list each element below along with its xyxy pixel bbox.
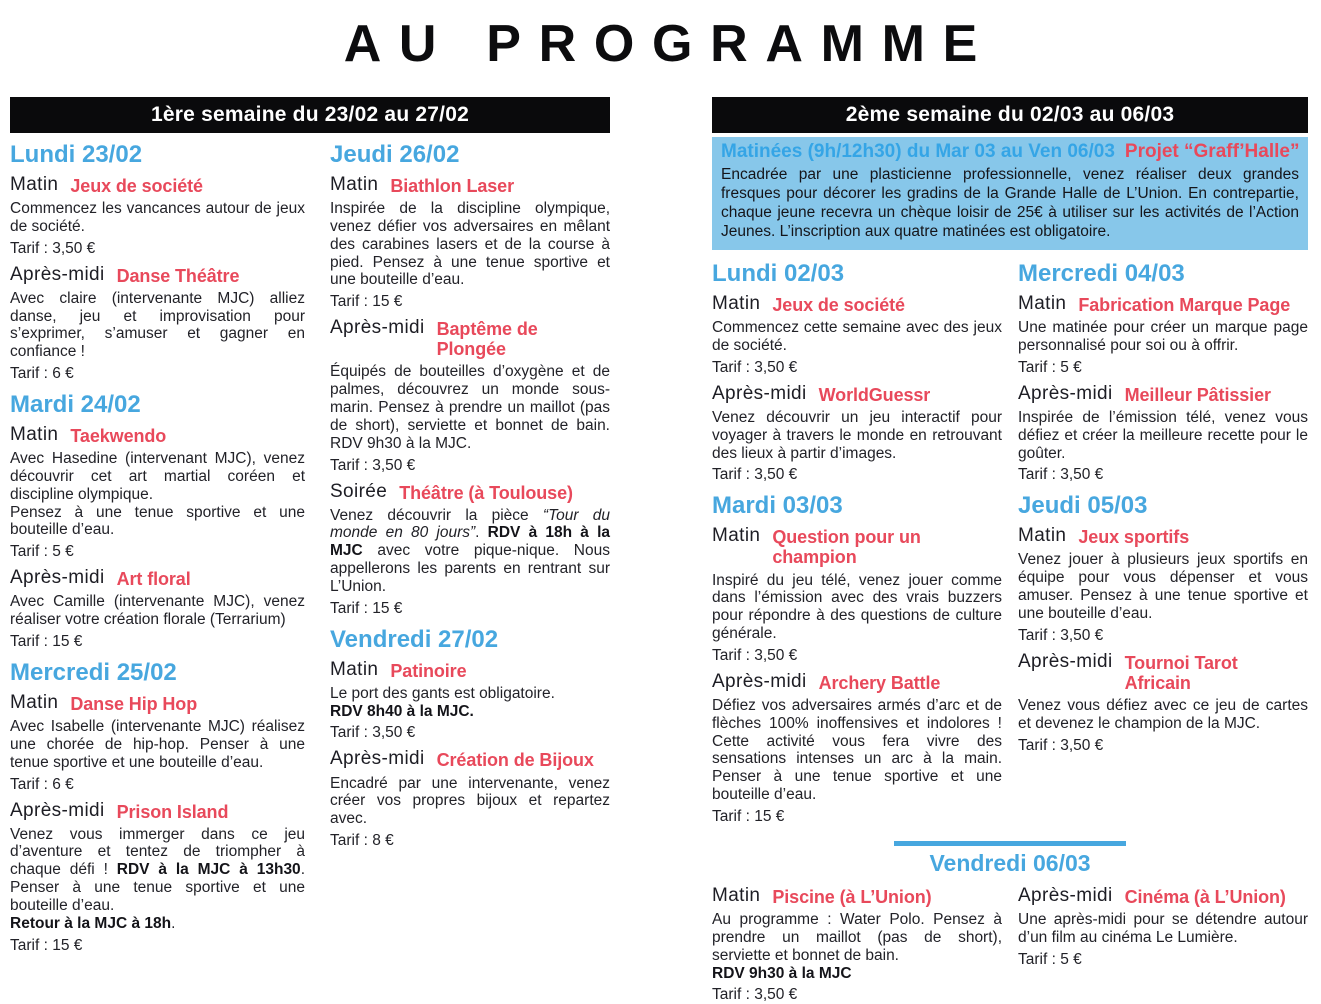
activity-description: Défiez vos adversaires armés d’arc et de flèches 100% inoffensives et indolores ! Cette activité vous fera vivre des sensations intenses un arc à la main. Penser à une tenue sportive et une bouteille d’eau. [712,697,1002,804]
week2-header-bar: 2ème semaine du 02/03 au 06/03 [712,97,1308,133]
activity-entry-header [10,265,305,286]
price-label: Tarif : 3,50 € [10,239,96,257]
price-label: Tarif : 6 € [10,365,74,383]
activity-entry [330,660,610,743]
activity-entry [1018,886,1308,969]
activity-title: Théâtre (à Toulouse) [399,482,573,503]
activity-entry-header [10,693,305,714]
period-label: Matin [712,525,761,547]
price-label: Tarif : 15 € [10,936,83,954]
activity-entry [712,886,1002,1004]
price-label: Tarif : 6 € [10,775,74,793]
activity-entry-header [330,660,610,681]
price-label: Tarif : 5 € [10,543,74,561]
day-heading: Mardi 24/02 [10,391,141,419]
day-heading: Mercredi 04/03 [1018,260,1185,288]
activity-entry [1018,384,1308,485]
period-label: Après-midi [1018,885,1113,907]
activity-title: WorldGuessr [818,384,931,405]
activity-title: Patinoire [390,660,467,681]
period-label: Matin [10,691,59,713]
price-label: Tarif : 15 € [10,633,83,650]
activity-description: Venez découvrir la pièce “Tour du monde en 80 jours”. RDV à 18h à la MJC avec votre pique-nique. Nous appellerons les parents en rentrant sur L’Union. [330,506,611,595]
day-block [712,261,1002,484]
day-block [10,660,305,955]
activity-entry [712,384,1002,485]
period-label: Matin [712,885,761,907]
period-label: Après-midi [712,670,807,692]
activity-entry-header [1018,384,1308,405]
price-label: Tarif : 3,50 € [712,358,798,376]
activity-title: Piscine (à L’Union) [772,887,932,908]
activity-description: Le port des gants est obligatoire. RDV 8h40 à la MJC. [330,684,555,720]
activity-entry-header [1018,652,1308,693]
price-label: Tarif : 3,50 € [712,646,798,664]
day-heading: Jeudi 05/03 [1018,492,1148,520]
activity-title: Danse Hip Hop [70,693,198,714]
activity-title: Danse Théâtre [116,265,240,286]
period-label: Matin [10,424,59,445]
activity-title: Meilleur Pâtissier [1124,384,1271,405]
activity-entry-header [712,294,1002,315]
period-label: Après-midi [1018,382,1113,404]
activity-description: Commencez cette semaine avec des jeux de société. [712,319,1002,354]
activity-description: Venez vous défiez avec ce jeu de cartes et devenez le champion de la MJC. [1018,697,1308,732]
friday-divider-line [894,841,1126,846]
price-label: Tarif : 3,50 € [330,724,416,742]
period-label: Après-midi [10,799,105,821]
activity-entry-header [712,886,1002,907]
friday-section [712,841,1308,1004]
activity-title: Tournoi Tarot Africain [1124,652,1238,693]
activity-description: Une matinée pour créer un marque page personnalisé pour soi ou à offrir. [1018,319,1308,354]
period-label: Matin [1018,293,1067,314]
activity-entry [712,526,1002,665]
activity-entry [10,425,305,561]
activity-entry-header [1018,526,1308,547]
price-label: Tarif : 3,50 € [1018,626,1104,644]
price-label: Tarif : 3,50 € [712,986,798,1004]
day-block [10,392,305,651]
price-label: Tarif : 3,50 € [330,456,416,474]
activity-entry [330,318,610,474]
day-block [330,142,610,618]
period-label: Après-midi [330,317,425,339]
price-label: Tarif : 3,50 € [1018,466,1104,484]
project-box-description: Encadrée par une plasticienne professionnelle, venez réaliser deux grandes fresques pour décorer les gradins de la Grande Halle de L’Union. En contrepartie, chaque jeune recevra un chèque loisir de 25€ à utiliser sur les activités de l’Action Jeunes. L’inscription aux quatre matinées est obligatoire. [721,165,1299,241]
activity-title: Biathlon Laser [390,175,514,196]
price-label: Tarif : 3,50 € [1018,736,1104,754]
activity-description: Inspirée de la discipline olympique, venez défier vos adversaires en mêlant des carabines lasers et de la course à pied. Pensez à une tenue sportive et une bouteille d’eau. [330,200,610,289]
price-label: Tarif : 15 € [712,807,785,825]
activity-description: Venez découvrir un jeu interactif pour voyager à travers le monde en retrouvant des lieux à partir d’images. [712,408,1002,462]
day-heading: Mardi 03/03 [712,492,843,520]
activity-description: Encadré par une intervenante, venez créer vos propres bijoux et repartez avec. [330,774,610,828]
activity-description: Inspirée de l’émission télé, venez vous défiez et créer la meilleure recette pour le goûter. [1018,408,1308,462]
activity-entry [712,672,1002,826]
activity-entry-header [330,175,610,196]
price-label: Tarif : 3,50 € [712,466,798,484]
activity-description: Venez vous immerger dans ce jeu d’aventure et tentez de triompher à chaque défi ! RDV à la MJC à 13h30. Penser à une tenue sportive et une bouteille d’eau. Retour à la MJC à 18h. [10,825,305,932]
period-label: Matin [1018,525,1067,547]
activity-entry [10,801,305,955]
day-block [1018,493,1308,754]
friday-morning-column [712,879,1002,1004]
activity-title: Jeux de société [772,295,905,315]
activity-entry-header [712,672,1002,693]
activity-description: Une après-midi pour se détendre autour d’un film au cinéma Le Lumière. [1018,911,1308,946]
day-block [712,493,1002,826]
activity-entry-header [330,749,610,770]
price-label: Tarif : 5 € [1018,950,1082,968]
activity-title: Jeux sportifs [1078,527,1190,548]
activity-description: Avec Isabelle (intervenante MJC) réalisez une chorée de hip-hop. Penser à une tenue sportive et une bouteille d’eau. [10,718,305,771]
period-label: Matin [330,173,379,195]
activity-description: Venez jouer à plusieurs jeux sportifs en équipe pour vous dépenser et vous amuser. Pensez à une tenue sportive et une bouteille d’eau. [1018,551,1308,622]
activity-entry-header [1018,886,1308,907]
activity-title: Jeux de société [70,175,203,196]
day-block [10,142,305,383]
activity-description: Avec Camille (intervenante MJC), venez réaliser votre création florale (Terrarium) [10,593,305,629]
activity-entry [1018,652,1308,755]
week2-column-1 [712,252,1002,826]
period-label: Après-midi [330,748,425,770]
activity-title: Archery Battle [818,672,941,693]
activity-entry-header [712,526,1002,567]
activity-entry [10,568,305,651]
activity-entry-header [1018,294,1308,315]
activity-entry-header [330,318,610,359]
activity-entry-header [10,425,305,446]
friday-afternoon-column [1018,879,1308,969]
activity-description: Équipés de bouteilles d’oxygène et de palmes, découvrez un monde sous-marin. Pensez à prendre un maillot (pas de short), serviette et bonnet de bain. RDV 9h30 à la MJC. [330,363,610,452]
price-label: Tarif : 15 € [330,599,403,617]
activity-entry [1018,294,1308,377]
activity-entry [10,265,305,383]
activity-title: Taekwendo [70,426,167,446]
price-label: Tarif : 5 € [1018,358,1082,376]
activity-title: Prison Island [116,801,229,822]
activity-entry [1018,526,1308,644]
activity-title: Art floral [116,569,191,590]
friday-heading: Vendredi 06/03 [929,849,1091,876]
activity-title: Création de Bijoux [436,750,594,771]
activity-description: Commencez les vancances autour de jeux de société. [10,200,305,235]
week2-section [712,97,1308,1004]
period-label: Après-midi [1018,650,1113,672]
day-block [1018,261,1308,484]
project-graffhalle-box [712,137,1308,250]
project-box-schedule-title: Matinées (9h/12h30) du Mar 03 au Ven 06/03 [721,141,1115,162]
activity-description: Au programme : Water Polo. Pensez à prendre un maillot (pas de short), serviette et bonnet de bain. RDV 9h30 à la MJC [712,911,1002,982]
activity-title: Baptême de Plongée [436,319,538,360]
week2-column-2 [1018,252,1308,755]
day-heading: Lundi 02/03 [712,260,845,288]
period-label: Matin [330,658,379,680]
activity-entry [10,175,305,258]
activity-entry-header [10,568,305,589]
day-block [330,627,610,850]
activity-entry-header [330,482,610,503]
activity-entry [712,294,1002,377]
period-label: Après-midi [712,382,807,404]
period-label: Matin [712,293,761,314]
day-heading: Vendredi 27/02 [330,625,499,653]
period-label: Matin [10,173,59,195]
day-heading: Mercredi 25/02 [10,659,177,686]
activity-entry [330,749,610,850]
price-label: Tarif : 8 € [330,832,394,849]
activity-entry [330,482,610,618]
week1-header-bar: 1ère semaine du 23/02 au 27/02 [10,97,610,133]
activity-entry [10,693,305,794]
activity-entry [330,175,610,311]
activity-description: Avec claire (intervenante MJC) alliez danse, jeu et improvisation pour s’exprimer, s’amuser et gagner en confiance ! [10,289,305,361]
activity-title: Cinéma (à L’Union) [1124,887,1286,908]
page-title: AU PROGRAMME [343,15,995,73]
price-label: Tarif : 15 € [330,293,403,311]
day-heading: Jeudi 26/02 [330,141,460,168]
period-label: Après-midi [10,567,105,589]
activity-entry-header [10,175,305,196]
week1-column-1 [10,133,305,955]
activity-entry-header [712,384,1002,405]
activity-title: Fabrication Marque Page [1078,295,1291,315]
activity-title: Question pour un champion [772,527,921,568]
project-box-project-title: Projet “Graff’Halle” [1124,141,1300,162]
day-heading: Lundi 23/02 [10,141,143,168]
activity-description: Inspiré du jeu télé, venez jouer comme dans l’émission avec des vrais buzzers pour répondre à des questions de culture générale. [712,571,1002,643]
activity-description: Avec Hasedine (intervenant MJC), venez découvrir cet art martial coréen et discipline olympique. Pensez à une tenue sportive et une bouteille d’eau. [10,450,305,539]
activity-entry-header [10,801,305,822]
period-label: Soirée [330,480,388,502]
period-label: Après-midi [10,263,105,285]
week1-column-2 [330,133,610,850]
week1-section [10,97,610,955]
